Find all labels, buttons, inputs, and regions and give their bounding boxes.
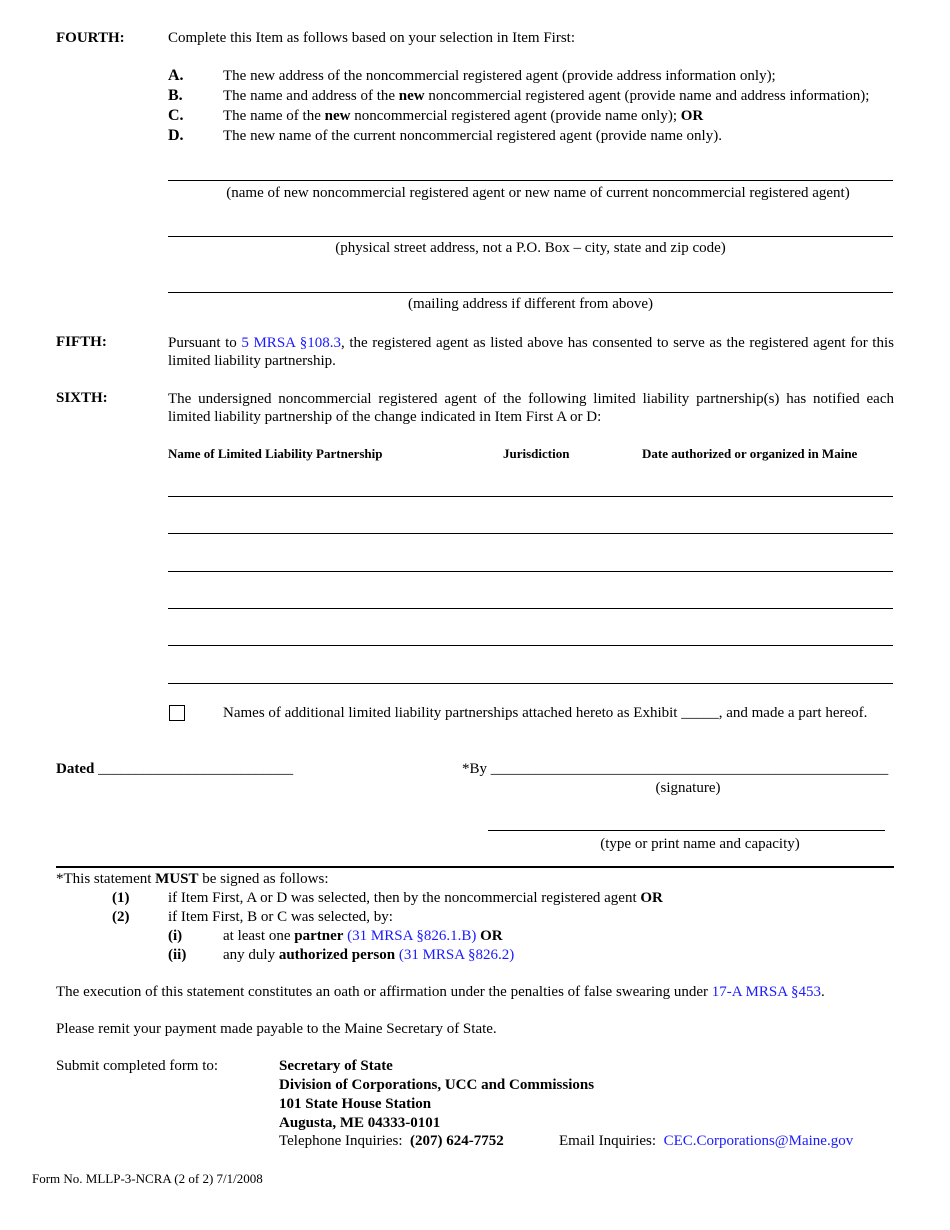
partnership-row-line[interactable]: [168, 496, 893, 497]
statement-header: *This statement MUST be signed as follows:: [56, 871, 329, 887]
oath-text: The execution of this statement constitutes an oath or affirmation under the penalties of false swearing under 17-A MRSA §453.: [56, 984, 825, 1000]
email-inquiries: Email Inquiries: CEC.Corporations@Maine.gov: [559, 1133, 854, 1149]
partnership-row-line[interactable]: [168, 608, 893, 609]
option-d-text: The new name of the current noncommercial registered agent (provide name only).: [223, 128, 722, 144]
sixth-label: SIXTH:: [56, 390, 108, 406]
print-name-line[interactable]: [488, 830, 885, 831]
option-b-text: The name and address of the new noncommercial registered agent (provide name and address information);: [223, 88, 870, 104]
additional-partnerships-checkbox[interactable]: [169, 705, 185, 721]
address-line-3: 101 State House Station: [279, 1096, 432, 1112]
mailing-address-line[interactable]: [168, 292, 893, 293]
email-link[interactable]: CEC.Corporations@Maine.gov: [663, 1133, 854, 1149]
agent-name-line[interactable]: [168, 180, 893, 181]
signature-caption: (signature): [655, 780, 721, 796]
fourth-intro: Complete this Item as follows based on your selection in Item First:: [168, 30, 576, 46]
statement-item-1: if Item First, A or D was selected, then by the noncommercial registered agent OR: [168, 890, 663, 906]
submit-label: Submit completed form to:: [56, 1058, 219, 1074]
col-header-jurisdiction: Jurisdiction: [503, 446, 570, 461]
option-b-letter: B.: [168, 87, 183, 104]
mailing-address-caption: (mailing address if different from above): [407, 296, 654, 312]
dated-line[interactable]: __________________________: [98, 761, 294, 777]
fifth-text: Pursuant to 5 MRSA §108.3, the registered agent as listed above has consented to serve as the registered agent for this limited liability partnership.: [168, 335, 894, 369]
statement-sub-i-num: (i): [168, 928, 183, 944]
by-field: *By _____________________________________________________: [462, 761, 889, 777]
partnership-row-line[interactable]: [168, 683, 893, 684]
partnership-row-line[interactable]: [168, 571, 893, 572]
section-divider: [56, 866, 894, 868]
statement-item-2-num: (2): [112, 909, 130, 925]
by-signature-line[interactable]: _____________________________________________________: [490, 761, 889, 777]
partnership-row-line[interactable]: [168, 533, 893, 534]
statute-link-17a-mrsa-453[interactable]: 17-A MRSA §453: [711, 984, 821, 1000]
statute-link-31-mrsa-826-2[interactable]: (31 MRSA §826.2): [398, 947, 515, 963]
statement-item-2: if Item First, B or C was selected, by:: [168, 909, 393, 925]
option-d-letter: D.: [168, 127, 184, 144]
form-number-footer: Form No. MLLP-3-NCRA (2 of 2) 7/1/2008: [32, 1171, 263, 1186]
sixth-text: The undersigned noncommercial registered agent of the following limited liability partnership(s) has notified each limited liability partnership of the change indicated in Item First A or D:: [168, 391, 894, 425]
address-line-2: Division of Corporations, UCC and Commissions: [279, 1077, 595, 1093]
statute-link-5-mrsa-108-3[interactable]: 5 MRSA §108.3: [241, 335, 342, 351]
physical-address-line[interactable]: [168, 236, 893, 237]
col-header-name: Name of Limited Liability Partnership: [168, 446, 383, 461]
address-line-1: Secretary of State: [279, 1058, 393, 1074]
agent-name-caption: (name of new noncommercial registered agent or new name of current noncommercial registered agent): [226, 185, 850, 201]
remit-text: Please remit your payment made payable to the Maine Secretary of State.: [56, 1021, 497, 1037]
dated-field: Dated __________________________: [56, 761, 294, 777]
option-a-letter: A.: [168, 67, 184, 84]
statement-sub-ii: any duly authorized person (31 MRSA §826.2): [223, 947, 515, 963]
statement-item-1-num: (1): [112, 890, 130, 906]
statute-link-31-mrsa-826-1-b[interactable]: (31 MRSA §826.1.B): [347, 928, 477, 944]
fifth-label: FIFTH:: [56, 334, 107, 350]
statement-sub-ii-num: (ii): [168, 947, 187, 963]
col-header-date: Date authorized or organized in Maine: [642, 446, 858, 461]
statement-sub-i: at least one partner (31 MRSA §826.1.B) OR: [223, 928, 503, 944]
phone-number: (207) 624-7752: [410, 1133, 504, 1149]
additional-partnerships-text: Names of additional limited liability partnerships attached hereto as Exhibit _____, and made a part hereof.: [223, 705, 868, 721]
partnership-row-line[interactable]: [168, 645, 893, 646]
physical-address-caption: (physical street address, not a P.O. Box – city, state and zip code): [335, 240, 726, 256]
option-a-text: The new address of the noncommercial registered agent (provide address information only);: [223, 68, 776, 84]
fourth-label: FOURTH:: [56, 30, 125, 46]
print-name-caption: (type or print name and capacity): [600, 836, 800, 852]
address-line-4: Augusta, ME 04333-0101: [279, 1115, 441, 1131]
option-c-text: The name of the new noncommercial registered agent (provide name only); OR: [223, 108, 704, 124]
phone-inquiries: Telephone Inquiries: (207) 624-7752: [279, 1133, 504, 1149]
option-c-letter: C.: [168, 107, 184, 124]
